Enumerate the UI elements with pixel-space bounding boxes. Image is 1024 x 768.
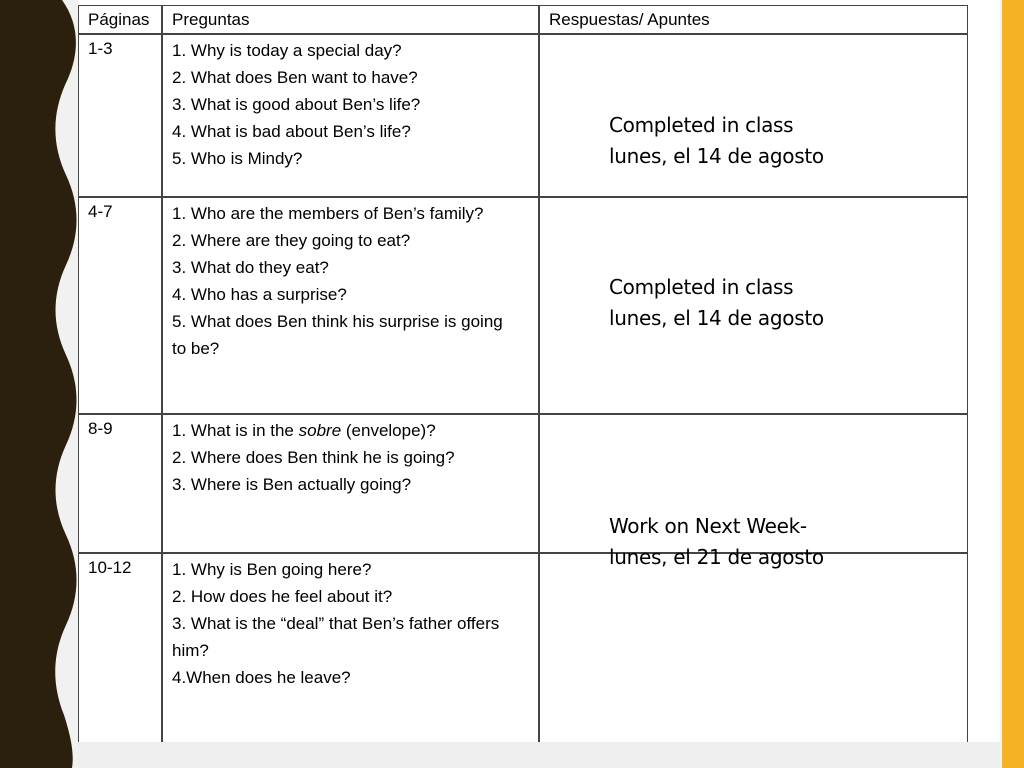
question: 1. Who are the members of Ben’s family? <box>172 204 484 223</box>
row-questions <box>172 200 512 362</box>
bottom-strip <box>78 742 1000 768</box>
question: 5. Who is Mindy? <box>172 149 303 168</box>
row-divider <box>79 552 967 554</box>
row-questions <box>172 37 532 172</box>
question-text: (envelope)? <box>341 421 436 440</box>
slide <box>78 0 1000 742</box>
note-line: lunes, el 14 de agosto <box>609 306 824 330</box>
question: 2. Where does Ben think he is going? <box>172 448 455 467</box>
wavy-border-decoration <box>0 0 80 768</box>
row-pages: 10-12 <box>88 558 132 577</box>
note-line: lunes, el 21 de agosto <box>609 545 824 569</box>
question: 1. Why is Ben going here? <box>172 560 372 579</box>
header-pages: Páginas <box>88 10 150 29</box>
question: 5. What does Ben think his surprise is going to be? <box>172 312 503 358</box>
note-line: lunes, el 14 de agosto <box>609 144 824 168</box>
answer-note <box>609 511 824 573</box>
question: 4. What is bad about Ben’s life? <box>172 122 411 141</box>
question: 3. What is good about Ben’s life? <box>172 95 421 114</box>
column-divider <box>538 6 540 745</box>
answer-note <box>609 110 824 172</box>
question: 2. How does he feel about it? <box>172 587 393 606</box>
question <box>172 417 532 444</box>
row-questions <box>172 417 532 498</box>
row-questions <box>172 556 517 691</box>
question: 4. Who has a surprise? <box>172 285 347 304</box>
question: 1. Why is today a special day? <box>172 41 402 60</box>
accent-bar <box>1002 0 1024 768</box>
question: 4.When does he leave? <box>172 668 351 687</box>
question: 3. What is the “deal” that Ben’s father offers him? <box>172 614 500 660</box>
note-line: Completed in class <box>609 113 794 137</box>
answer-note <box>609 272 824 334</box>
question: 2. Where are they going to eat? <box>172 231 411 250</box>
question-italic-term: sobre <box>298 421 342 440</box>
row-divider <box>79 413 967 415</box>
note-line: Completed in class <box>609 275 794 299</box>
header-answers: Respuestas/ Apuntes <box>549 10 710 29</box>
row-pages: 1-3 <box>88 39 113 58</box>
questions-table <box>78 5 968 745</box>
question: 3. What do they eat? <box>172 258 329 277</box>
question: 2. What does Ben want to have? <box>172 68 418 87</box>
question-text: 1. What is in the <box>172 421 299 440</box>
row-pages: 4-7 <box>88 202 113 221</box>
question: 3. Where is Ben actually going? <box>172 475 412 494</box>
note-line: Work on Next Week- <box>609 514 807 538</box>
row-divider <box>79 196 967 198</box>
row-pages: 8-9 <box>88 419 113 438</box>
header-questions: Preguntas <box>172 10 250 29</box>
column-divider <box>161 6 163 745</box>
